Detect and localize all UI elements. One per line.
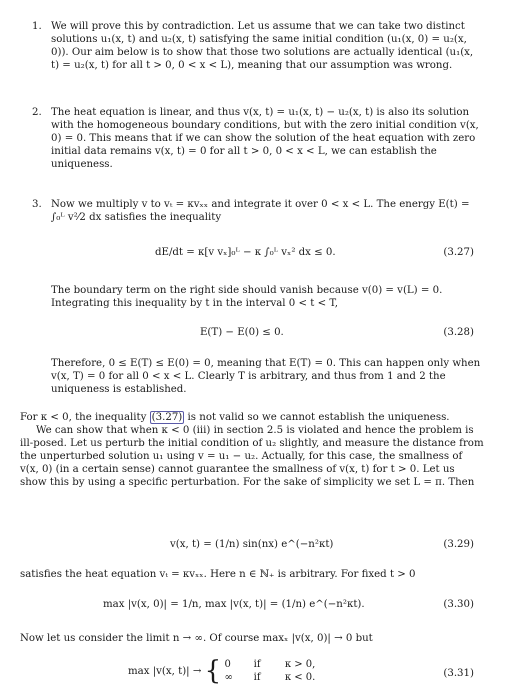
brace-icon: { <box>204 656 222 686</box>
equation-cases <box>224 658 315 684</box>
list-item-1 <box>32 20 484 72</box>
equation-body: max |v(x, 0)| = 1/n, max |v(x, t)| = (1/n) e^(−n²κt). <box>103 599 365 610</box>
item-3-text-c <box>51 357 484 396</box>
item-3-text-b <box>51 284 484 310</box>
equation-label: (3.29) <box>443 539 474 550</box>
paragraph-limit <box>20 632 484 645</box>
item-text: We will prove this by contradiction. Let us assume that we can take two distinct solutions u₁(x, t) and u₂(x, t) satisfying the same initial condition (u₁(x, 0) = u₂(x, 0)). Our aim below is to show that those two solutions are actually identical (u₁(x, t) = u₂(x, t) for all t > 0, 0 < x < L), meaning that our assumption was wrong. <box>51 21 474 72</box>
equation-3-27 <box>0 240 510 266</box>
equation-body <box>128 658 315 684</box>
list-item-3 <box>32 198 484 224</box>
item-number: 2. <box>32 107 42 118</box>
equation-body: dE/dt = κ[v vₓ]₀ᴸ − κ ∫₀ᴸ vₓ² dx ≤ 0. <box>155 247 336 258</box>
case-if: if <box>253 659 261 670</box>
equation-3-28 <box>0 320 510 346</box>
equation-3-31 <box>0 656 510 692</box>
case-if: if <box>253 672 261 683</box>
case-value: 0 <box>224 659 231 670</box>
paragraph-kappa-negative <box>20 411 484 490</box>
equation-body: v(x, t) = (1/n) sin(nx) e^(−n²κt) <box>170 539 334 550</box>
item-text: Now we multiply v to vₜ = κvₓₓ and integrate it over 0 < x < L. The energy E(t) = ∫₀ᴸ v²⁄2 dx satisfies the inequality <box>51 199 470 224</box>
item-number: 1. <box>32 21 42 32</box>
paragraph: Now let us consider the limit n → ∞. Of course maxₓ |v(x, 0)| → 0 but <box>20 633 373 644</box>
equation-label: (3.31) <box>443 668 474 679</box>
paragraph-body: We can show that when κ < 0 (iii) in section 2.5 is violated and hence the problem is ill-posed. Let us perturb the initial condition of u₂ slightly, and measure the distance from the unperturbed solution u₁ using v = u₁ − u₂. Actually, for this case, the smallness of v(x, 0) (in a certain sense) cannot guarantee the smallness of v(x, t) for t > 0. Let us show this by using a specific perturbation. For the sake of simplicity we set L = π. Then <box>20 425 484 489</box>
paragraph-heat-equation <box>20 568 484 581</box>
equation-3-30 <box>0 592 510 618</box>
equation-3-29 <box>0 532 510 558</box>
equation-label: (3.30) <box>443 599 474 610</box>
case-value: ∞ <box>224 672 233 683</box>
paragraph: Therefore, 0 ≤ E(T) ≤ E(0) = 0, meaning that E(T) = 0. This can happen only when v(x, T) = 0 for all 0 < x < L. Clearly T is arbitrary, and thus from 1 and 2 the uniqueness is established. <box>51 358 481 396</box>
case-condition: κ > 0, <box>284 659 316 670</box>
equation-label: (3.28) <box>443 327 474 338</box>
paragraph: The boundary term on the right side should vanish because v(0) = v(L) = 0. Integrating this inequality by t in the interval 0 < t < T, <box>51 285 443 310</box>
item-text: The heat equation is linear, and thus v(x, t) = u₁(x, t) − u₂(x, t) is also its solution with the homogeneous boundary conditions, but with the zero initial condition v(x, 0) = 0. This means that if we can show the solution of the heat equation with zero initial data remains v(x, t) = 0 for all t > 0, 0 < x < L, we can establish the uniqueness. <box>51 107 479 171</box>
paragraph: satisfies the heat equation vₜ = κvₓₓ. Here n ∈ ℕ₊ is arbitrary. For fixed t > 0 <box>20 569 416 580</box>
paragraph-lead: For κ < 0, the inequality <box>20 412 147 423</box>
equation-body: E(T) − E(0) ≤ 0. <box>200 327 284 338</box>
item-number: 3. <box>32 199 42 210</box>
case-condition: κ < 0. <box>284 672 316 683</box>
equation-reference-link[interactable]: (3.27) <box>151 412 183 423</box>
list-item-2 <box>32 106 484 171</box>
equation-lhs: max |v(x, t)| → <box>128 666 202 677</box>
paragraph-rest: is not valid so we cannot establish the uniqueness. <box>187 412 450 423</box>
equation-label: (3.27) <box>443 247 474 258</box>
